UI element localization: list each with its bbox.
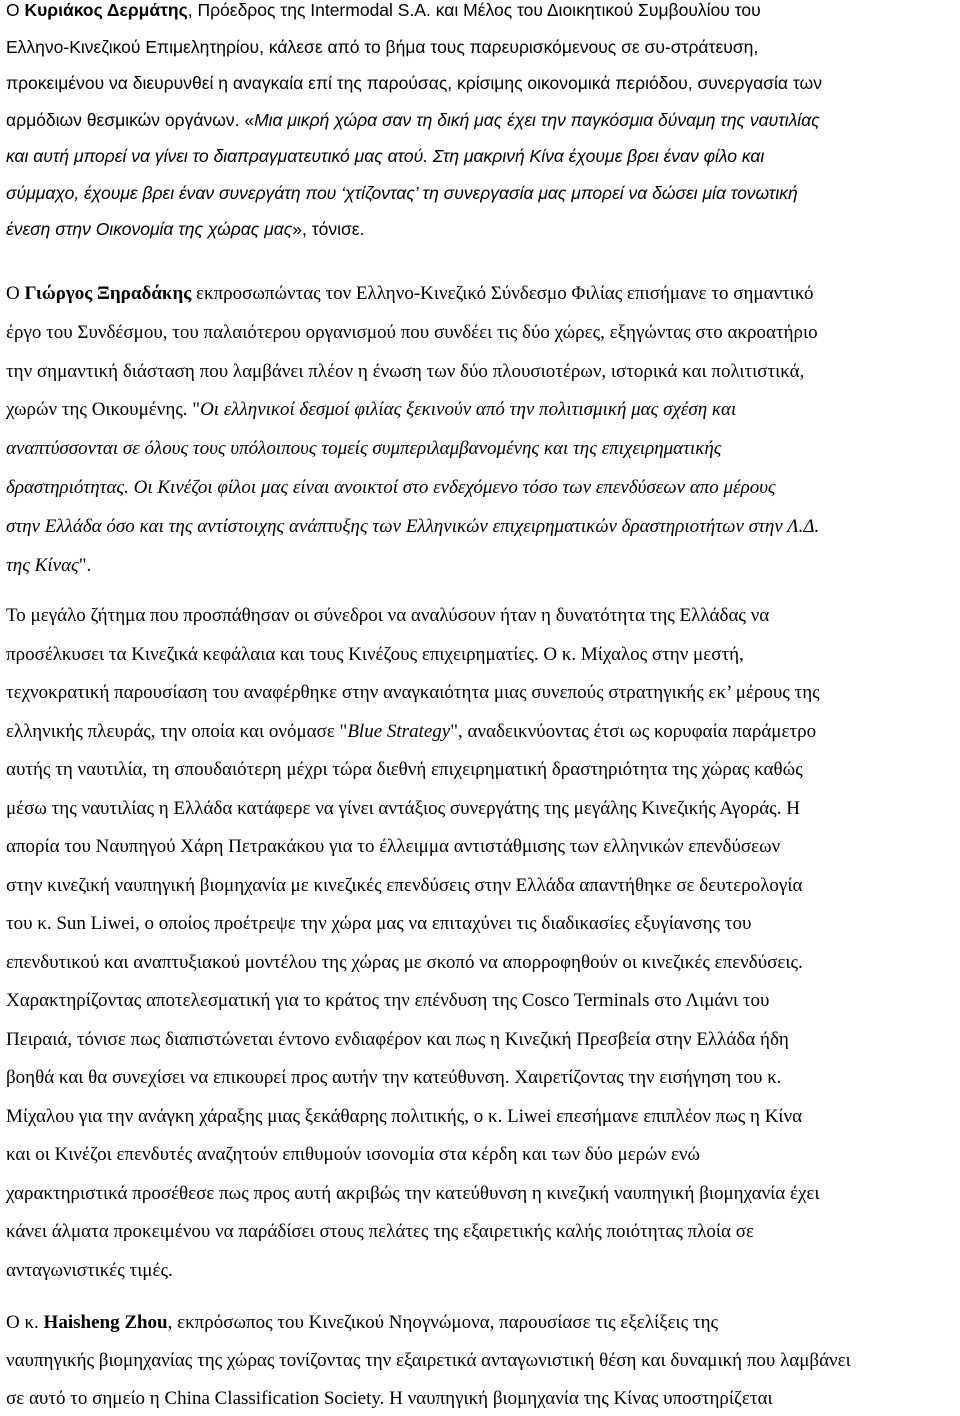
text-run: απορία του Ναυπηγού Χάρη Πετρακάκου για το έλλειμμα αντιστάθμισης των ελληνικών επενδύσεων: [6, 836, 781, 857]
paragraph-3-line-17: [6, 1220, 754, 1244]
text-run: Χαρακτηρίζοντας αποτελεσματική για το κράτος την επένδυση της Cosco Terminals στο Λιμάνι του: [6, 990, 770, 1011]
paragraph-2-line-3: [6, 360, 804, 384]
text-run: έργο του Συνδέσμου, του παλαιότερου οργανισμού που συνδέει τις δύο χώρες, εξηγώντας στο ακροατήριο: [6, 321, 818, 343]
italic-quote: Blue Strategy: [347, 720, 451, 742]
paragraph-2-line-4: [6, 398, 736, 422]
paragraph-3-line-18: [6, 1259, 173, 1283]
text-run: ανταγωνιστικές τιμές.: [6, 1259, 173, 1281]
paragraph-1-line-1: [6, 0, 761, 22]
paragraph-3-line-12: [6, 1028, 789, 1052]
text-run: Ο: [6, 283, 25, 304]
text-run: Ο: [6, 0, 25, 20]
text-run: σε αυτό το σημείο η China Classification Society. Η ναυπηγική βιομηχανία της Κίνας υποστηρίζεται: [6, 1388, 773, 1409]
paragraph-3-line-16: [6, 1182, 819, 1206]
italic-quote: και αυτή μπορεί να γίνει το διαπραγματευτικό μας ατού. Στη μακρινή Κίνα έχουμε βρει έναν φίλο και: [6, 146, 765, 166]
paragraph-3-line-13: [6, 1066, 782, 1090]
paragraph-3-line-14: [6, 1105, 802, 1129]
text-run: κάνει άλματα προκειμένου να παράδίσει στους πελάτες της εξαιρετικής καλής ποιότητας πλοία σε: [6, 1221, 754, 1242]
paragraph-3-line-10: [6, 951, 803, 975]
paragraph-2-line-5: [6, 437, 722, 461]
text-run: Το μεγάλο ζήτημα που προσπάθησαν οι σύνεδροι να αναλύσουν ήταν η δυνατότητα της Ελλάδας να: [6, 605, 770, 626]
text-run: του κ. Sun Liwei, ο οποίος προέτρεψε την χώρα μας να επιταχύνει τις διαδικασίες εξυγίανσης του: [6, 913, 752, 934]
paragraph-1-line-4: [6, 108, 820, 132]
paragraph-2-line-2: [6, 321, 818, 345]
paragraph-1-line-7: [6, 217, 364, 241]
paragraph-4-line-1: [6, 1311, 718, 1335]
text-run: , εκπρόσωπος του Κινεζικού Νηογνώμονα, παρουσίασε τις εξελίξεις της: [167, 1312, 719, 1333]
italic-quote: αναπτύσσονται σε όλους τους υπόλοιπους τομείς συμπεριλαμβανομένης και της επιχειρηματικής: [6, 438, 722, 460]
text-run: ελληνικής πλευράς, την οποία και ονόμασε ": [6, 720, 348, 742]
text-run: , Πρόεδρος της Intermodal S.A. και Μέλος του Διοικητικού Συμβουλίου του: [187, 0, 761, 20]
text-run: », τόνισε.: [292, 219, 365, 239]
paragraph-3-line-4: [6, 720, 816, 744]
paragraph-3-line-2: [6, 643, 744, 667]
text-run: αυτής τη ναυτιλία, τη σπουδαιότερη μέχρι τώρα διεθνή επιχειρηματική δραστηριότητα της χώρας καθώς: [6, 759, 803, 780]
paragraph-1-line-2: [6, 35, 758, 59]
paragraph-3-line-8: [6, 874, 802, 898]
paragraph-3-line-11: [6, 989, 769, 1013]
paragraph-1-line-3: [6, 71, 822, 95]
text-run: τεχνοκρατική παρουσίαση του αναφέρθηκε στην αναγκαιότητα μιας συνεπούς στρατηγικής εκ’ μέρους της: [6, 682, 820, 703]
text-run: προκειμένου να διευρυνθεί η αναγκαία επί της παρούσας, κρίσιμης οικονομικά περιόδου, συνεργασία των: [6, 73, 822, 93]
italic-quote: σύμμαχο, έχουμε βρει έναν συνεργάτη που ‘χτίζοντας’ τη συνεργασία μας μπορεί να δώσει μία τονωτική: [6, 182, 798, 203]
italic-quote: ένεση στην Οικονομία της χώρας μας: [6, 219, 293, 239]
italic-quote: Οι ελληνικοί δεσμοί φιλίας ξεκινούν από την πολιτισμική μας σχέση και: [200, 399, 737, 421]
italic-quote: της Κίνας: [6, 554, 79, 576]
bold-name: Γιώργος Ξηραδάκης: [24, 283, 192, 304]
paragraph-3-line-3: [6, 681, 820, 705]
text-run: επενδυτικού και αναπτυξιακού μοντέλου της χώρας με σκοπό να απορροφηθούν οι κινεζικές επενδύσεις.: [6, 951, 803, 973]
paragraph-2-line-6: [6, 476, 776, 500]
text-run: ναυπηγικής βιομηχανίας της χώρας τονίζοντας την εξαιρετικά ανταγωνιστική θέση και δυναμική που λαμβάνει: [6, 1350, 851, 1371]
paragraph-1-line-5: [6, 144, 764, 168]
text-run: εκπροσωπώντας τον Ελληνο-Κινεζικό Σύνδεσμο Φιλίας επισήμανε το σημαντικό: [191, 283, 814, 304]
paragraph-1-line-6: [6, 181, 798, 205]
text-run: χαρακτηριστικά προσέθεσε πως προς αυτή ακριβώς την κατεύθυνση η κινεζική ναυπηγική βιομηχανία έχει: [6, 1182, 820, 1204]
paragraph-3-line-6: [6, 797, 800, 821]
text-run: ".: [78, 554, 92, 576]
text-run: Πειραιά, τόνισε πως διαπιστώνεται έντονο ενδιαφέρον και πως η Κινεζική Πρεσβεία στην Ελλάδα ήδη: [6, 1028, 789, 1050]
paragraph-3-line-1: [6, 604, 769, 628]
paragraph-2-line-8: [6, 554, 91, 578]
italic-quote: Μια μικρή χώρα σαν τη δική μας έχει την παγκόσμια δύναμη της ναυτιλίας: [254, 109, 820, 130]
text-run: χωρών της Οικουμένης. ": [6, 399, 201, 421]
text-run: στην κινεζική ναυπηγική βιομηχανία με κινεζικές επενδύσεις στην Ελλάδα απαντήθηκε σε δευτερολογία: [6, 874, 803, 896]
text-run: προσέλκυσει τα Κινεζικά κεφάλαια και τους Κινέζους επιχειρηματίες. Ο κ. Μίχαλος στην μεστή,: [6, 643, 744, 665]
text-run: την σημαντική διάσταση που λαμβάνει πλέον η ένωση των δύο πλουσιοτέρων, ιστορικά και πολιτιστικά,: [6, 360, 805, 382]
paragraph-4-line-2: [6, 1349, 851, 1373]
text-run: Ο κ.: [6, 1312, 44, 1333]
paragraph-2-line-7: [6, 515, 819, 539]
text-run: Ελληνο-Κινεζικού Επιμελητηρίου, κάλεσε από το βήμα τους παρευρισκόμενους σε συ-στράτευση,: [6, 36, 759, 57]
bold-name: Κυριάκος Δερμάτης: [24, 0, 188, 20]
paragraph-4-line-3: [6, 1387, 773, 1411]
text-run: ", αναδεικνύοντας έτσι ως κορυφαία παράμετρο: [450, 720, 817, 742]
paragraph-2-line-1: [6, 282, 814, 306]
text-run: μέσω της ναυτιλίας η Ελλάδα κατάφερε να γίνει αντάξιος συνεργάτης της μεγάλης Κινεζικής Αγοράς. Η: [6, 797, 800, 819]
bold-name: Haisheng Zhou: [43, 1312, 168, 1333]
italic-quote: δραστηριότητας. Οι Κινέζοι φίλοι μας είναι ανοικτοί στο ενδεχόμενο τόσο των επενδύσεων απο μέρους: [6, 477, 776, 498]
paragraph-3-line-5: [6, 758, 803, 782]
italic-quote: στην Ελλάδα όσο και της αντίστοιχης ανάπτυξης των Ελληνικών επιχειρηματικών δραστηριοτήτων στην Λ.Δ.: [6, 515, 820, 537]
text-run: βοηθά και θα συνεχίσει να επικουρεί προς αυτήν την κατεύθυνση. Χαιρετίζοντας την εισήγηση του κ.: [6, 1067, 782, 1088]
paragraph-3-line-9: [6, 912, 751, 936]
paragraph-3-line-7: [6, 835, 780, 859]
text-run: Μίχαλου για την ανάγκη χάραξης μιας ξεκάθαρης πολιτικής, ο κ. Liwei επεσήμανε επιπλέον πως η Κίνα: [6, 1105, 803, 1127]
paragraph-3-line-15: [6, 1143, 700, 1167]
text-run: αρμόδιων θεσμικών οργάνων. «: [6, 109, 255, 130]
text-run: και οι Κινέζοι επενδυτές αναζητούν επιθυμούν ισονομία στα κέρδη και των δύο μερών ενώ: [6, 1144, 701, 1165]
